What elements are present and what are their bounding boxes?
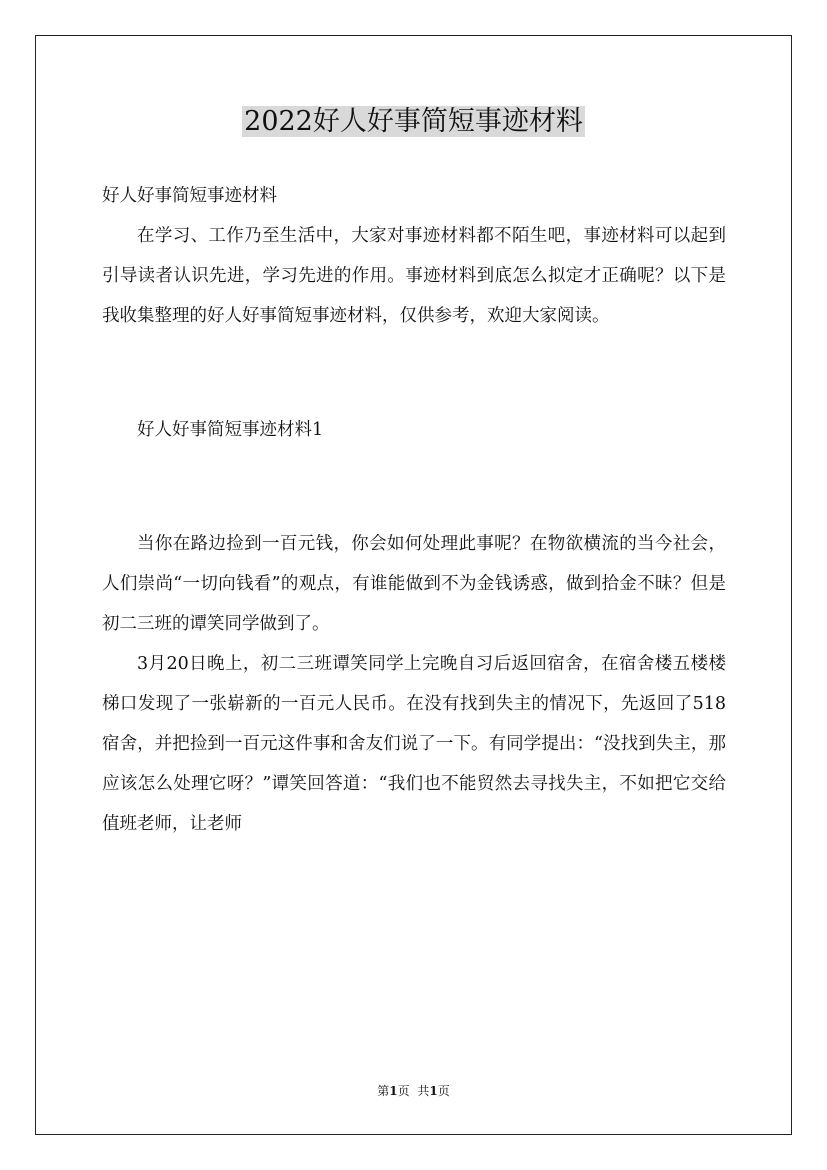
intro-paragraph: 在学习、工作乃至生活中，大家对事迹材料都不陌生吧，事迹材料可以起到引导读者认识先进，学习先进的作用。事迹材料到底怎么拟定才正确呢？以下是我收集整理的好人好事简短事迹材料，仅供参考，欢迎大家阅读。 [102,226,726,326]
footer-total-number: 1 [429,1084,438,1098]
document-subtitle: 好人好事简短事迹材料 [102,186,277,206]
footer-total-unit: 页 [437,1084,450,1098]
footer-prefix: 第 [377,1084,390,1098]
document-title [0,104,827,140]
document-title-text: 2022好人好事简短事迹材料 [244,106,583,137]
page-footer [0,1083,827,1099]
body-paragraph: 3月20日晚上，初二三班谭笑同学上完晚自习后返回宿舍，在宿舍楼五楼楼梯口发现了一张崭新的一百元人民币。在没有找到失主的情况下，先返回了518宿舍，并把捡到一百元这件事和舍友们说了一下。有同学提出：“没找到失主，那应该怎么处理它呀？”谭笑回答道：“我们也不能贸然去寻找失主，不如把它交给值班老师，让老师 [102,654,726,834]
section-heading: 好人好事简短事迹材料1 [137,420,324,440]
footer-page-number: 1 [389,1084,398,1098]
document-body [102,176,726,844]
body-paragraph: 当你在路边捡到一百元钱，你会如何处理此事呢？在物欲横流的当今社会，人们崇尚“一切向钱看”的观点，有谁能做到不为金钱诱惑，做到拾金不昧？但是初二三班的谭笑同学做到了。 [102,534,726,634]
footer-total-prefix: 共 [417,1084,430,1098]
footer-page-unit: 页 [397,1084,410,1098]
